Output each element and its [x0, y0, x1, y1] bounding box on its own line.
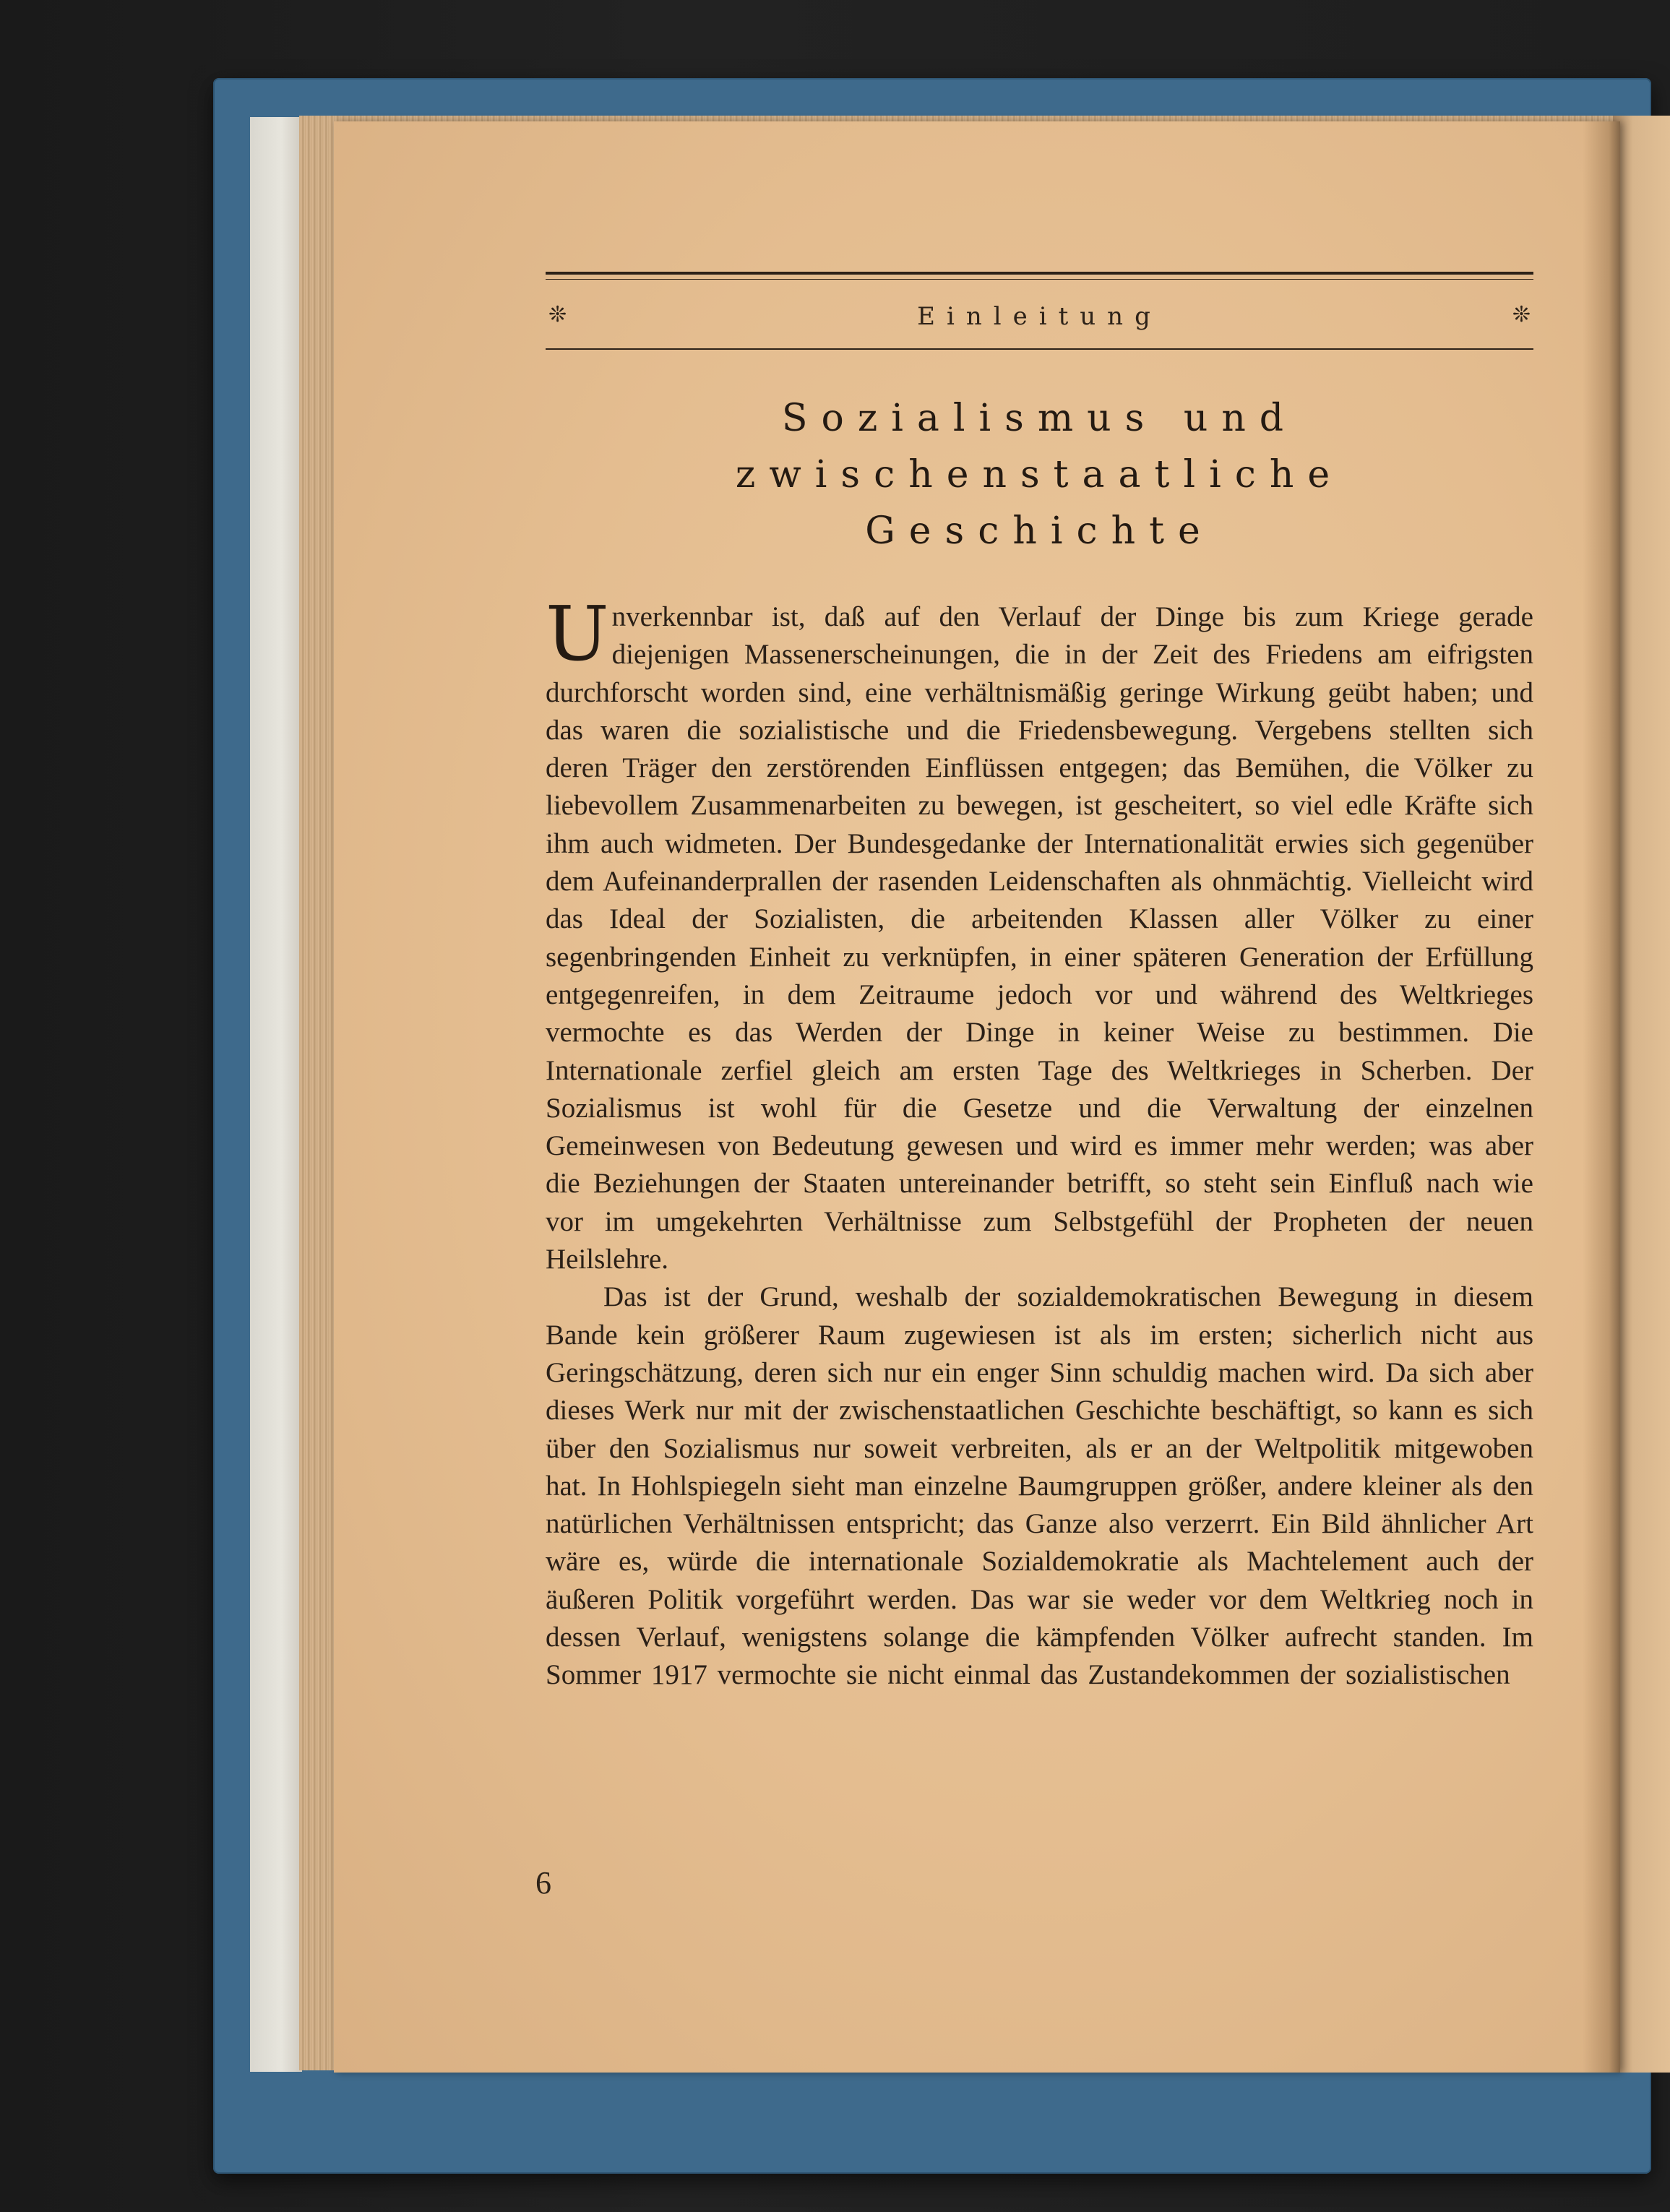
running-head-title: Einleitung [917, 302, 1162, 331]
gutter-shadow [1583, 121, 1620, 2073]
page-number: 6 [535, 1865, 551, 1901]
drop-cap: U [546, 590, 609, 678]
header-rule-top [546, 272, 1533, 275]
running-head [546, 289, 1533, 345]
page-content [546, 272, 1533, 1695]
body-text [546, 590, 1533, 1695]
ornament-right-icon: ❊ [1512, 302, 1531, 327]
header-rule-bottom [546, 348, 1533, 350]
paragraph-2: Das ist der Grund, weshalb der sozialdemokratischen Bewegung in diesem Bande kein größerer Raum zugewiesen ist als im ersten; sicherlich nicht aus Geringschätzung, deren sich nur ein enger Sinn schuldig machen wird. Da sich aber dieses Werk nur mit der zwischenstaatlichen Geschichte beschäftigt, so kann es sich über den Sozialismus nur soweit verbreiten, als er an der Weltpolitik mitgewoben hat. In Hohlspiegeln sieht man einzelne Baumgruppen größer, andere kleiner als den natürlichen Verhältnissen entspricht; das Ganze also verzerrt. Ein Bild ähnlicher Art wäre es, würde die internationale Sozialdemokratie als Machtelement auch der äußeren Politik vorgeführt werden. Das war sie weder vor dem Weltkrieg noch in dessen Verlauf, wenigstens solange die kämpfenden Völker aufrecht standen. Im Sommer 1917 vermochte sie nicht einmal das Zustandekommen der sozialistischen [546, 1281, 1533, 1691]
facing-page-edge [1613, 116, 1670, 2073]
ornament-left-icon: ❊ [548, 302, 567, 327]
endpaper [250, 117, 302, 2072]
paragraph-1 [546, 590, 1533, 1278]
paragraph-1-text: nverkennbar ist, daß auf den Verlauf der Dinge bis zum Kriege gerade diejenigen Massenerscheinungen, die in der Zeit des Friedens am eifrigsten durchforscht worden sind, eine verhältnismäßig geringe Wirkung geübt haben; und das waren die sozialistische und die Friedensbewegung. Vergebens stellten sich deren Träger den zerstörenden Einflüssen entgegen; das Bemühen, die Völker zu liebevollem Zusammenarbeiten zu bewegen, ist gescheitert, so viel edle Kräfte sich ihm auch widmeten. Der Bundesgedanke der Internationalität erwies sich gegenüber dem Aufeinanderprallen der rasenden Leidenschaften als ohnmächtig. Vielleicht wird das Ideal der Sozialisten, die arbeitenden Klassen aller Völker zu einer segenbringenden Einheit zu verknüpfen, in einer späteren Generation der Erfüllung entgegenreifen, in dem Zeitraume jedoch vor und während des Weltkrieges vermochte es das Werden der Dinge in keiner Weise zu bestimmen. Die Internationale zerfiel gleich am ersten Tage des Weltkrieges in Scherben. Der Sozialismus ist wohl für die Gesetze und die Verwaltung der einzelnen Gemeinwesen von Bedeutung gewesen und wird es immer mehr werden; was aber die Beziehungen der Staaten untereinander betrifft, so steht sein Einfluß nach wie vor im umgekehrten Verhältnisse zum Selbstgefühl der Propheten der neuen Heilslehre. [546, 601, 1533, 1275]
chapter-title-line-2: Geschichte [865, 509, 1214, 553]
chapter-title-line-1: Sozialismus und zwischenstaatliche [735, 397, 1344, 496]
chapter-title [546, 390, 1533, 559]
